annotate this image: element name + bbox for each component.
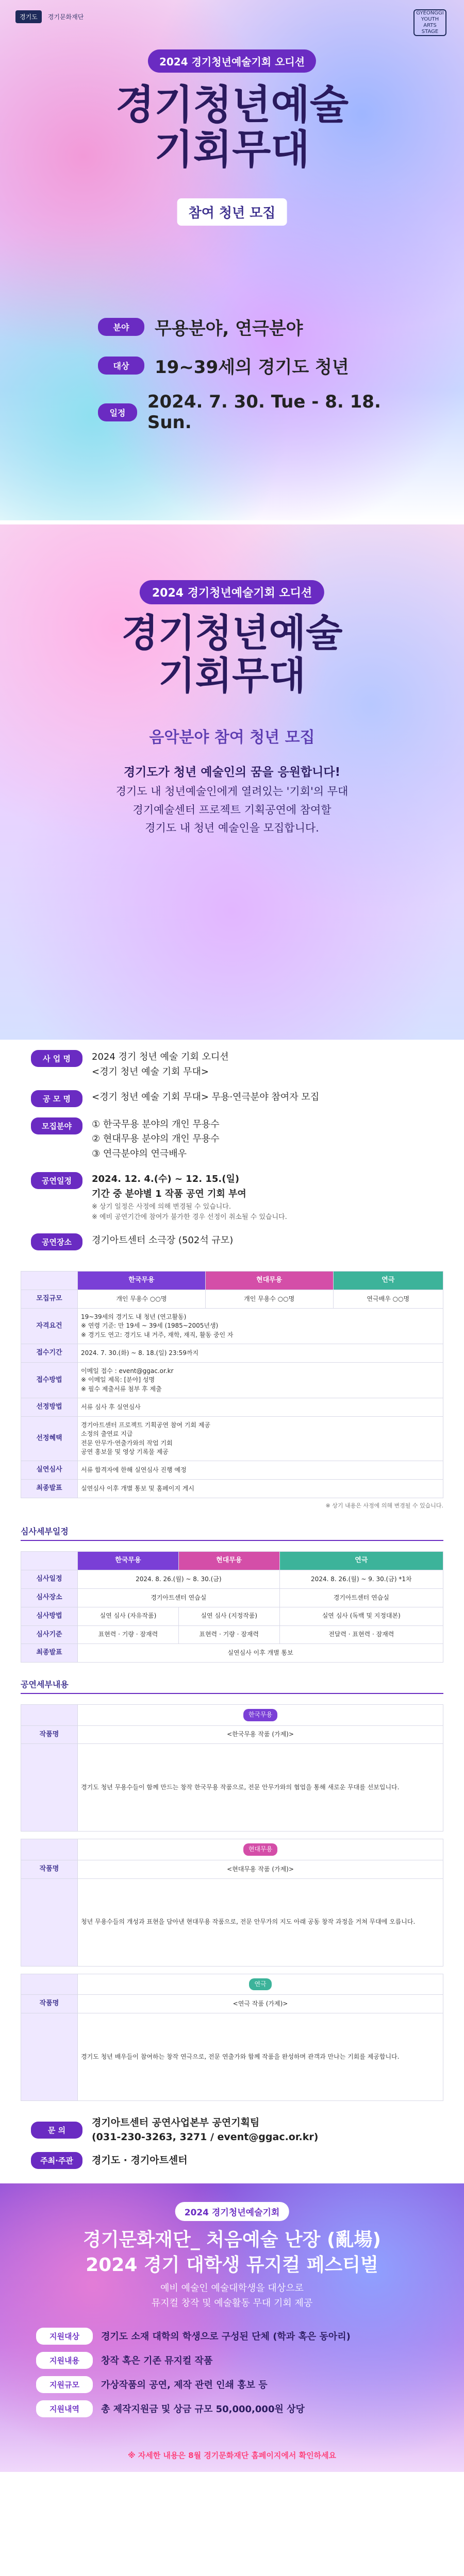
row-head: 최종발표	[21, 1480, 78, 1498]
p2-tag: 2024 경기청년예술기회 오디션	[140, 580, 324, 604]
schedule-table-section	[0, 1546, 464, 1668]
col-theater: 연극	[333, 1272, 443, 1290]
table-row	[21, 1570, 443, 1588]
table-cell: 실연 심사 (지정작품)	[178, 1607, 279, 1625]
hero-row-target	[98, 353, 387, 378]
table-row	[21, 1878, 443, 1966]
cell-line: ※ 필수 제출서류 첨부 후 제출	[81, 1385, 162, 1393]
contact-email-link[interactable]: (031-230-3263, 3271 / event@ggac.or.kr)	[92, 2131, 319, 2143]
cell-line: 소정의 출연료 지급	[81, 1430, 133, 1438]
row-head: 심사기준	[21, 1625, 78, 1644]
program-title: <한국무용 작품 (가제)>	[78, 1725, 443, 1744]
p3-title-line1: 경기문화재단_ 처음예술 난장 (亂場)	[83, 2229, 381, 2250]
detail-text: ② 현대무용 분야의 개인 무용수	[92, 1133, 220, 1145]
p3-info	[36, 2328, 428, 2425]
cell-line: ※ 이메일 제목: [분야] 성명	[81, 1376, 155, 1384]
table-cell: 연극배우 ○○명	[333, 1290, 443, 1309]
hero-value: 19~39세의 경기도 청년	[155, 357, 349, 378]
foundation-logo: 경기문화재단	[47, 13, 84, 21]
p3-row	[36, 2328, 428, 2345]
table-row	[21, 1839, 443, 1860]
table-cell: 실연 심사 (자유작품)	[78, 1607, 179, 1625]
hero-title-line1: 경기청년예술	[115, 81, 349, 128]
hero-poster	[0, 0, 464, 520]
table-row	[21, 1607, 443, 1625]
table-row	[21, 1705, 443, 1725]
p3-title-line2: 2024 경기 대학생 뮤지컬 페스티벌	[86, 2254, 378, 2276]
table-row	[21, 1974, 443, 1994]
recruit-table-section	[0, 1266, 464, 1515]
program-chip: 현대무용	[243, 1843, 277, 1855]
detail-label: 공연장소	[31, 1233, 82, 1250]
detail-row-performance	[31, 1172, 433, 1223]
p3-value: 가상작품의 공연, 제작 관련 인쇄 홍보 등	[101, 2380, 268, 2391]
program-table-modern	[21, 1839, 443, 1966]
detail-label: 사 업 명	[31, 1050, 82, 1067]
p3-desc-line: 뮤지컬 창작 및 예술활동 무대 기회 제공	[151, 2297, 313, 2309]
table-row	[21, 1725, 443, 1744]
row-head: 작품명	[21, 1995, 78, 2013]
p2-title-line2: 기회무대	[158, 653, 306, 698]
p2-desc-line: 경기도 내 청년예술인에게 열려있는 '기회'의 무대	[115, 785, 349, 798]
table-cell	[78, 1416, 443, 1461]
row-head: 접수기간	[21, 1344, 78, 1363]
detail-row-project	[31, 1050, 433, 1080]
program-chip: 연극	[249, 1978, 271, 1990]
schedule-table	[21, 1551, 443, 1663]
p3-value: 경기도 소재 대학의 학생으로 구성된 단체 (학과 혹은 동아리)	[101, 2331, 351, 2343]
detail-row-fields	[31, 1117, 433, 1162]
row-head	[21, 1839, 78, 1860]
col-theater: 연극	[279, 1552, 443, 1570]
row-head	[21, 1878, 78, 1966]
detail-value	[92, 1117, 433, 1162]
hero-subtitle: 참여 청년 모집	[177, 198, 287, 226]
table-cell: 개인 무용수 ○○명	[205, 1290, 333, 1309]
detail-value: <경기 청년 예술 기회 무대> 무용·연극분야 참여자 모집	[92, 1091, 320, 1103]
p3-row	[36, 2376, 428, 2393]
p3-desc-line: 예비 예술인 예술대학생을 대상으로	[160, 2282, 304, 2294]
row-head: 자격요건	[21, 1308, 78, 1344]
col-modern-dance: 현대무용	[178, 1552, 279, 1570]
gyeonggi-logo: 경기도	[15, 10, 42, 23]
table-row	[21, 1308, 443, 1344]
p3-label: 지원내용	[36, 2352, 93, 2369]
p3-title	[0, 2228, 464, 2278]
cell-line: 경기아트센터 프로젝트 기획공연 참여 기회 제공	[81, 1421, 210, 1429]
contact-row-host	[31, 2152, 433, 2169]
table-header-row	[21, 1272, 443, 1290]
p2-subtitle: 음악분야 참여 청년 모집	[149, 728, 315, 747]
cell-line: 공연 홍보물 및 영상 기록물 제공	[81, 1448, 169, 1456]
table-footnote: ※ 상기 내용은 사정에 의해 변경될 수 있습니다.	[325, 1502, 443, 1510]
row-head: 심사장소	[21, 1588, 78, 1607]
details-section	[0, 1040, 464, 1266]
row-head: 최종발표	[21, 1644, 78, 1663]
detail-value	[92, 1050, 433, 1080]
detail-value: 경기아트센터 소극장 (502석 규모)	[92, 1235, 234, 1246]
table-cell: 표현력 · 기량 · 잠재력	[178, 1625, 279, 1644]
table-cell: 경기아트센터 연습실	[78, 1588, 280, 1607]
row-head	[21, 1744, 78, 1832]
detail-label: 공연일정	[31, 1172, 82, 1189]
program-section-title: 공연세부내용	[21, 1678, 443, 1694]
table-header-row	[21, 1552, 443, 1570]
detail-text: 2024 경기 청년 예술 기회 오디션	[92, 1052, 229, 1062]
detail-text: ① 한국무용 분야의 개인 무용수	[92, 1118, 220, 1130]
row-head: 작품명	[21, 1725, 78, 1744]
p3-label: 지원내역	[36, 2400, 93, 2417]
hero-row-field	[98, 314, 387, 340]
detail-row-call	[31, 1090, 433, 1107]
p3-value: 창작 혹은 기존 뮤지컬 작품	[101, 2355, 213, 2367]
table-cell	[78, 1705, 443, 1725]
p3-label: 지원규모	[36, 2376, 93, 2393]
table-row	[21, 1290, 443, 1309]
row-head	[21, 1974, 78, 1994]
p3-value: 총 제작지원금 및 상금 규모 50,000,000원 상당	[101, 2404, 305, 2415]
program-title: <현대무용 작품 (가제)>	[78, 1860, 443, 1878]
p2-desc-line: 경기예술센터 프로젝트 기획공연에 참여할	[132, 803, 332, 816]
p2-description	[67, 762, 397, 838]
contact-label: 문 의	[31, 2122, 82, 2139]
hero-row-schedule	[98, 392, 387, 433]
table-row	[21, 2013, 443, 2100]
p2-title-line1: 경기청년예술	[121, 611, 343, 655]
detail-note: ※ 예비 공연기간에 참여가 불가한 경우 선정이 취소될 수 있습니다.	[92, 1213, 287, 1222]
table-cell: 2024. 8. 26.(월) ~ 8. 30.(금)	[78, 1570, 280, 1588]
table-cell: 서류 합격자에 한해 실연심사 진행 예정	[78, 1461, 443, 1480]
table-corner	[21, 1552, 78, 1570]
table-cell: 개인 무용수 ○○명	[78, 1290, 206, 1309]
p3-row	[36, 2400, 428, 2417]
program-table-korean	[21, 1704, 443, 1832]
row-head: 접수방법	[21, 1362, 78, 1398]
hero-logos	[15, 10, 84, 23]
event-logo: GYEONGGI YOUTH ARTS STAGE	[413, 9, 446, 36]
detail-text: ③ 연극분야의 연극배우	[92, 1148, 187, 1160]
hero-value: 2024. 7. 30. Tue - 8. 18. Sun.	[147, 392, 381, 433]
contact-value: 경기도 · 경기아트센터	[92, 2155, 188, 2166]
table-row	[21, 1644, 443, 1663]
p3-row	[36, 2352, 428, 2369]
p2-desc-strong: 경기도가 청년 예술인의 꿈을 응원합니다!	[123, 766, 341, 779]
schedule-section-title: 심사세부일정	[21, 1525, 443, 1541]
table-cell	[78, 1362, 443, 1398]
table-row	[21, 1362, 443, 1398]
col-korean-dance: 한국무용	[78, 1552, 179, 1570]
table-cell: 실연심사 이후 개별 통보	[78, 1644, 443, 1663]
hero-title	[0, 82, 464, 173]
contact-section	[0, 2106, 464, 2183]
hero-label: 분야	[98, 318, 144, 336]
program-title: <연극 작품 (가제)>	[78, 1995, 443, 2013]
program-body: 경기도 청년 배우들이 참여하는 창작 연극으로, 전문 연출가와 함께 작품을 완성하며 관객과 만나는 기회를 제공합니다.	[78, 2013, 443, 2100]
row-head: 실연심사	[21, 1461, 78, 1480]
row-head: 심사일정	[21, 1570, 78, 1588]
second-poster	[0, 524, 464, 1040]
third-poster	[0, 2183, 464, 2472]
row-head: 작품명	[21, 1860, 78, 1878]
table-row	[21, 1860, 443, 1878]
row-head: 모집규모	[21, 1290, 78, 1309]
table-cell: 표현력 · 기량 · 잠재력	[78, 1625, 179, 1644]
table-cell: 실연 심사 (독백 및 지정대본)	[279, 1607, 443, 1625]
hero-value: 무용분야, 연극분야	[155, 318, 303, 339]
detail-label: 공 모 명	[31, 1090, 82, 1107]
table-row	[21, 1744, 443, 1832]
contact-text: 경기아트센터 공연사업본부 공연기획팀	[92, 2116, 260, 2128]
p3-label: 지원대상	[36, 2328, 93, 2345]
detail-text: 2024. 12. 4.(수) ~ 12. 15.(일)	[92, 1173, 240, 1184]
program-chip: 한국무용	[243, 1709, 277, 1721]
col-korean-dance: 한국무용	[78, 1272, 206, 1290]
p3-footer-note: ※ 자세한 내용은 8월 경기문화재단 홈페이지에서 확인하세요	[127, 2450, 337, 2460]
p3-description	[0, 2281, 464, 2311]
hero-info	[98, 314, 387, 446]
cell-line: 전문 안무가·연출가와의 작업 기회	[81, 1439, 173, 1447]
table-row	[21, 1398, 443, 1417]
table-cell: 2024. 7. 30.(화) ~ 8. 18.(일) 23:59까지	[78, 1344, 443, 1363]
table-row	[21, 1461, 443, 1480]
hero-label: 대상	[98, 357, 144, 375]
hero-tag: 2024 경기청년예술기회 오디션	[148, 49, 316, 73]
p2-title	[0, 612, 464, 698]
table-row	[21, 1625, 443, 1644]
table-cell: 서류 심사 후 실연심사	[78, 1398, 443, 1417]
detail-text: <경기 청년 예술 기회 무대>	[92, 1066, 209, 1077]
contact-value	[92, 2115, 318, 2145]
row-head	[21, 1705, 78, 1725]
cell-line: ※ 경기도 연고: 경기도 내 거주, 재학, 재직, 활동 중인 자	[81, 1331, 234, 1338]
hero-title-line2: 기회무대	[154, 126, 310, 174]
table-row	[21, 1344, 443, 1363]
cell-line: 이메일 접수 : event@ggac.or.kr	[81, 1367, 174, 1375]
detail-value	[92, 1172, 433, 1223]
row-head: 선정방법	[21, 1398, 78, 1417]
hero-label: 일정	[98, 403, 137, 421]
program-body: 청년 무용수들의 개성과 표현을 담아낸 현대무용 작품으로, 전문 안무가의 지도 아래 공동 창작 과정을 거쳐 무대에 오릅니다.	[78, 1878, 443, 1966]
col-modern-dance: 현대무용	[205, 1272, 333, 1290]
table-cell: 2024. 8. 26.(월) ~ 9. 30.(금) *1차	[279, 1570, 443, 1588]
recruit-table	[21, 1271, 443, 1498]
detail-row-venue	[31, 1233, 433, 1250]
row-head: 선정혜택	[21, 1416, 78, 1461]
table-row	[21, 1480, 443, 1498]
program-section	[0, 1699, 464, 2106]
table-row	[21, 1588, 443, 1607]
table-cell	[78, 1839, 443, 1860]
p3-tag: 2024 경기청년예술기회	[175, 2202, 289, 2221]
detail-note: ※ 상기 일정은 사정에 의해 변경될 수 있습니다.	[92, 1202, 231, 1211]
contact-row-inquiry	[31, 2115, 433, 2145]
row-head: 심사방법	[21, 1607, 78, 1625]
p2-desc-line: 경기도 내 청년 예술인을 모집합니다.	[145, 822, 319, 835]
table-row	[21, 1416, 443, 1461]
program-table-theater	[21, 1974, 443, 2101]
detail-text: 기간 중 분야별 1 작품 공연 기회 부여	[92, 1188, 246, 1199]
table-corner	[21, 1272, 78, 1290]
table-row	[21, 1995, 443, 2013]
detail-label: 모집분야	[31, 1117, 82, 1134]
table-cell: 실연심사 이후 개별 통보 및 홈페이지 게시	[78, 1480, 443, 1498]
table-cell	[78, 1308, 443, 1344]
cell-line: 19~39세의 경기도 내 청년 (연고활동)	[81, 1313, 187, 1320]
table-cell	[78, 1974, 443, 1994]
table-cell: 전달력 · 표현력 · 잠재력	[279, 1625, 443, 1644]
table-cell: 경기아트센터 연습실	[279, 1588, 443, 1607]
row-head	[21, 2013, 78, 2100]
cell-line: ※ 연령 기준: 만 19세 ~ 39세 (1985~2005년생)	[81, 1322, 219, 1330]
program-body: 경기도 청년 무용수들이 함께 만드는 창작 한국무용 작품으로, 전문 안무가와의 협업을 통해 새로운 무대를 선보입니다.	[78, 1744, 443, 1832]
contact-label: 주최·주관	[31, 2152, 82, 2169]
